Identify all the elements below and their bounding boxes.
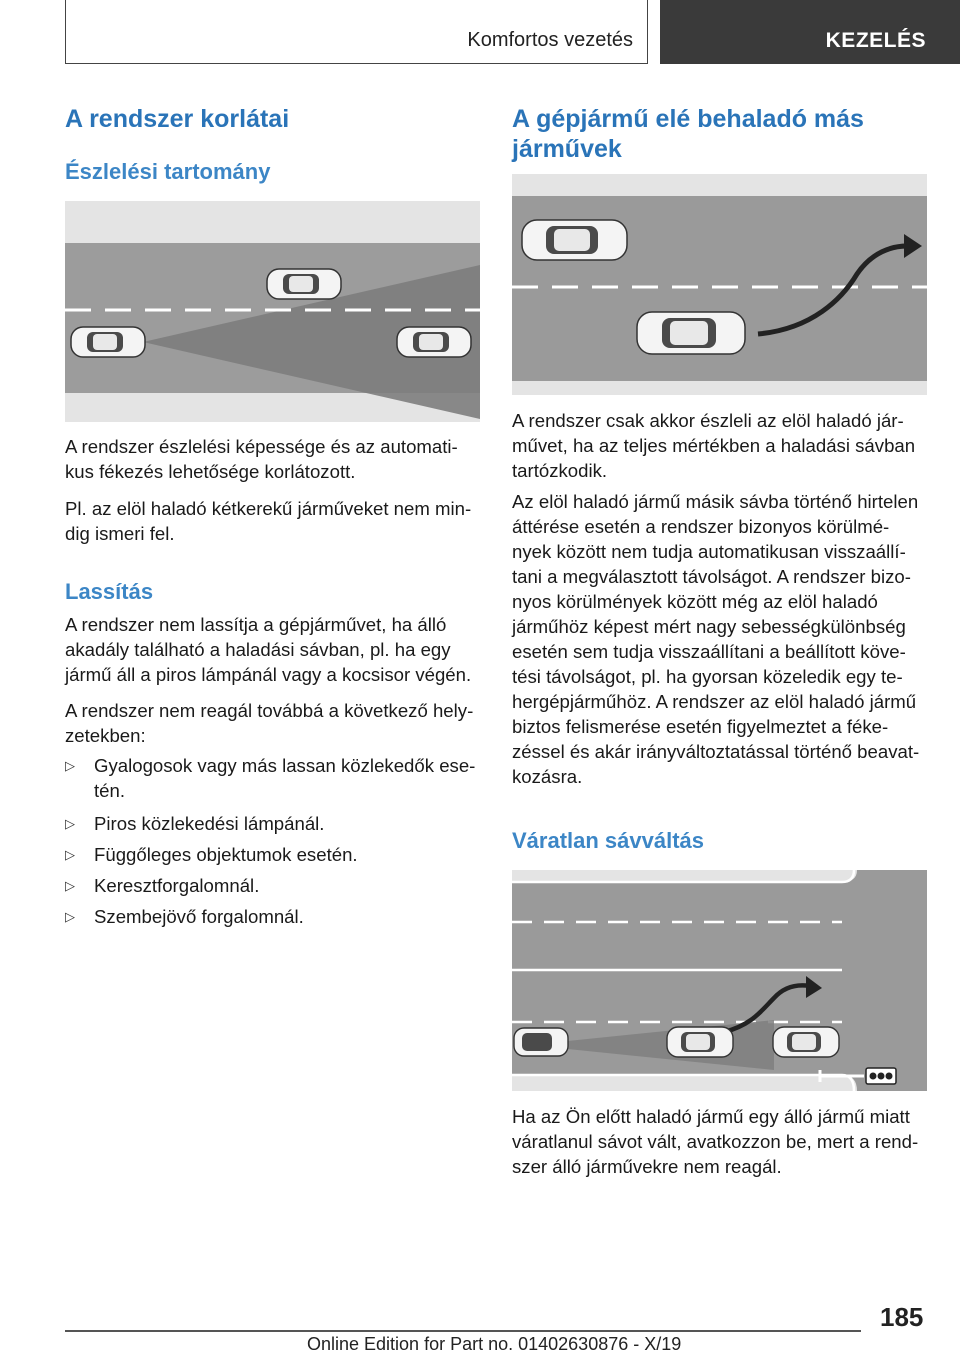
subsection-title-sudden-lane-change: Váratlan sávváltás	[512, 828, 705, 853]
subsection-title-deceleration: Lassítás	[65, 579, 154, 604]
sudden-lane-change-illustration	[512, 870, 927, 1091]
paragraph-cut-in-2: Az elöl haladó jármű másik sávba történő hirtelen áttérése esetén a rendszer bizonyos körülmé‐ nyek között nem tudja automatikusan visszaállí‐ tani a megválasztott távolságot. A rendszer bizo‐ nyos körülmények között még az elöl haladó járműhöz képest mért nagy sebességkülönbség esetén sem tudja visszaállítani a beállított köve‐ tési távolságot, pl. ha gyorsan közeledik egy te‐ hergépjárműhöz. A rendszer az elöl haladó jármű biztos felismerése esetén figyelmeztet a féke‐ zéssel és akár irányváltoztatással történő beavat‐ kozásra.	[512, 491, 920, 787]
bullet-triangle-icon: ▷	[65, 909, 75, 924]
bullet-triangle-icon: ▷	[65, 816, 75, 831]
figure-detection-range	[65, 201, 480, 422]
section-title-cut-in: A gépjármű elé behaladó más járművek	[512, 105, 864, 163]
paragraph-sudden-lane-change: Ha az Ön előtt haladó jármű egy álló jármű miatt váratlanul sávot vált, avatkozzon be, mert a rend‐ szer álló járművekre nem reagál.	[512, 1106, 919, 1177]
bullet-triangle-icon: ▷	[65, 758, 75, 773]
bullet-triangle-icon: ▷	[65, 847, 75, 862]
subsection-title-detection-range: Észlelési tartomány	[65, 159, 271, 184]
cut-in-illustration	[512, 174, 927, 395]
section-title-limits: A rendszer korlátai	[65, 105, 290, 133]
list-item: ▷ Piros közlekedési lámpánál.	[65, 813, 325, 834]
paragraph-detection-1: A rendszer észlelési képessége és az automati‐ kus fékezés lehetősége korlátozott.	[65, 436, 458, 482]
detection-range-illustration	[65, 201, 480, 422]
list-item: ▷ Keresztforgalomnál.	[65, 875, 260, 896]
header-section-title: Komfortos vezetés	[467, 29, 633, 51]
running-header-section	[65, 0, 648, 64]
paragraph-cut-in-1: A rendszer csak akkor észleli az elöl haladó jár‐ művet, ha az teljes mértékben a haladási sávban tartózkodik.	[512, 410, 916, 481]
bullet-triangle-icon: ▷	[65, 878, 75, 893]
paragraph-deceleration-1: A rendszer nem lassítja a gépjárművet, ha álló akadály található a haladási sávban, pl. ha egy jármű áll a piros lámpánál vagy a kocsisor végén.	[65, 614, 472, 685]
footer-edition: Online Edition for Part no. 01402630876 - X/19	[307, 1334, 682, 1354]
page-number: 185	[880, 1302, 924, 1332]
header-chapter-title: KEZELÉS	[825, 29, 926, 52]
figure-sudden-lane-change	[512, 870, 927, 1091]
list-item: ▷ Gyalogosok vagy más lassan közlekedők ese‐ tén.	[65, 755, 476, 801]
footer-divider	[65, 1330, 861, 1332]
paragraph-deceleration-2: A rendszer nem reagál továbbá a következő hely‐ zetekben:	[65, 700, 474, 746]
list-item: ▷ Szembejövő forgalomnál.	[65, 906, 304, 927]
paragraph-detection-2: Pl. az elöl haladó kétkerekű járműveket nem min‐ dig ismeri fel.	[65, 498, 472, 544]
figure-cut-in	[512, 174, 927, 395]
running-header-chapter	[660, 0, 960, 64]
list-item: ▷ Függőleges objektumok esetén.	[65, 844, 358, 865]
